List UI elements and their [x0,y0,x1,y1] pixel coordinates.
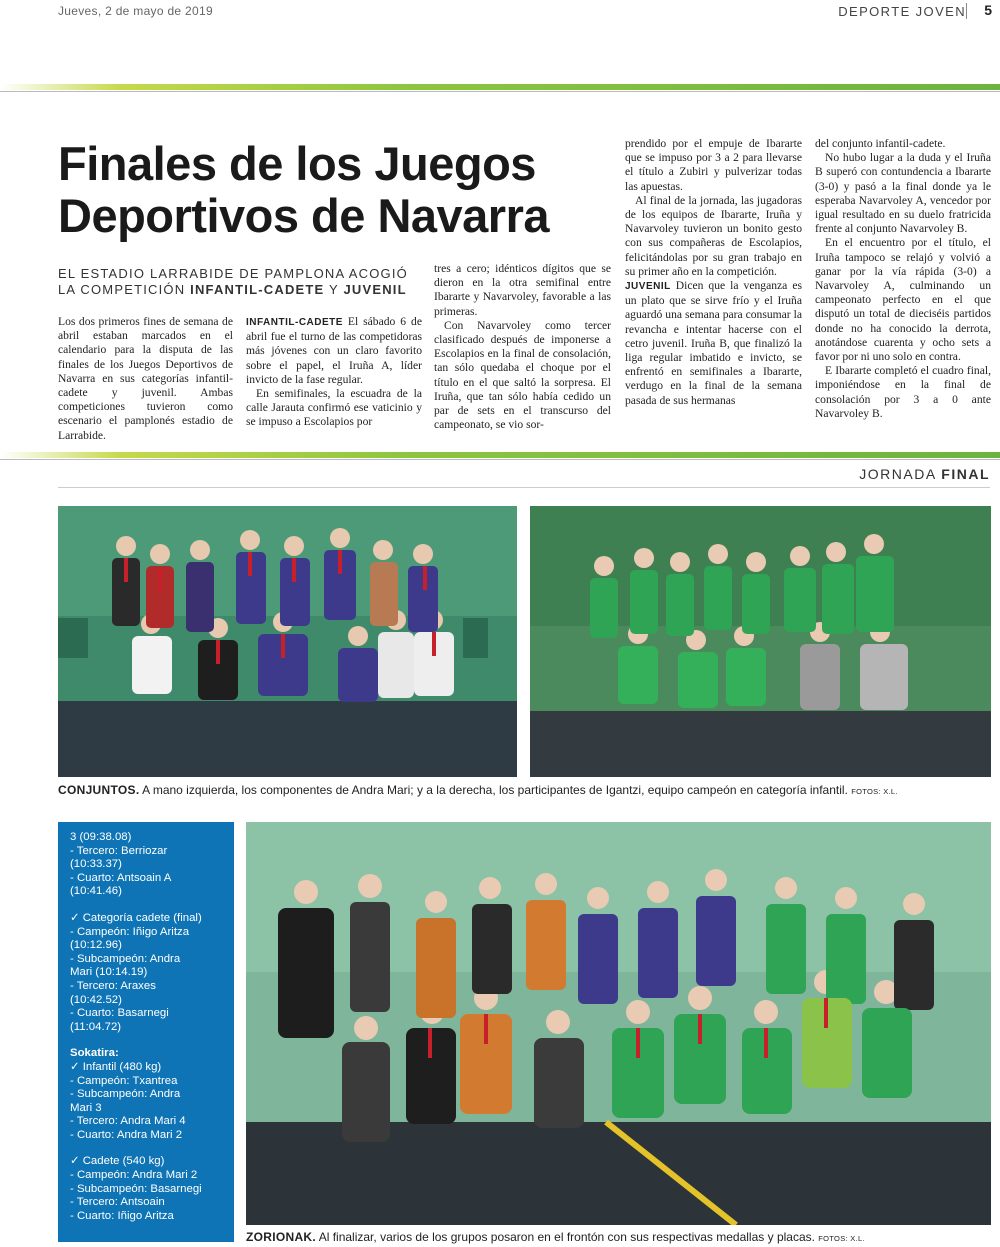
paragraph [625,279,802,408]
result-line: Mari 3 [70,1101,102,1114]
header-divider [966,3,967,19]
jornada-bold: FINAL [941,466,990,482]
result-line: - Tercero: Berriozar [70,844,168,857]
caption-text: A mano izquierda, los componentes de Andra Mari; y a la derecha, los participantes de Igantzi, equipo campeón en categoría infantil. [139,783,852,797]
kicker-infantil-cadete: INFANTIL-CADETE [246,317,343,328]
result-line: (11:04.72) [70,1020,122,1033]
article-subhead [58,266,428,298]
page-number: 5 [984,2,992,18]
photo-group-fronton [246,822,991,1225]
result-line: ✓ Cadete (540 kg) [70,1155,165,1168]
caption-zorionak [246,1230,991,1246]
gray-rule-top [0,91,1000,92]
result-line: - Cuarto: Antsoain A [70,871,172,884]
headline-line2: Deportivos de Navarra [58,189,550,242]
photo-andra-mari-team [58,506,517,777]
subhead-bold-juvenil: JUVENIL [343,282,407,297]
sokatira-heading: Sokatira: [70,1047,119,1060]
result-line: (10:42.52) [70,993,122,1006]
caption-label: ZORIONAK. [246,1230,317,1244]
result-line: (10:41.46) [70,885,122,898]
paragraph-text: Dicen que la venganza es un plato que se sirve frío y el Iruña aguardó una semana para consumar la revancha e intentar hacerse con el cetro juvenil. Iruña B, que finalizó la liga regular imbatido e invicto, se enfrentó en semifinales a Ibararte, verdugo en la final de la semana pasada de sus hermanas [625,279,802,407]
paragraph: Al final de la jornada, las jugadoras de los equipos de Ibararte, Iruña y Navarvoley tuvieron un bonito gesto con sus compañeras de Escolapios, felicitándolas por su gran trabajo en su primer año en la competición. [625,193,802,278]
subhead-text: EL ESTADIO LARRABIDE DE PAMPLONA ACOGIÓ LA COMPETICIÓN [58,266,408,297]
spacer [70,1034,224,1047]
body-column-2 [246,315,422,430]
result-line: - Cuarto: Iñigo Aritza [70,1209,174,1222]
result-line: - Campeón: Txantrea [70,1074,178,1087]
result-line: Mari (10:14.19) [70,966,148,979]
result-line: (10:33.37) [70,858,122,871]
paragraph: prendido por el empuje de Ibararte que se impuso por 3 a 2 para llevarse el título a Zubiri y pulverizar todas las apuestas. [625,137,802,193]
paragraph: del conjunto infantil-cadete. [815,137,946,150]
paragraph: No hubo lugar a la duda y el Iruña B superó con contundencia a Ibararte (3-0) y pasó a la final donde ya le esperaba Navarvoley A, vencedor por igual resultado en su duelo fratricida frente al conjunto Navarvoley B. [815,151,991,236]
body-column-3 [434,262,611,432]
result-line: - Cuarto: Basarnegi [70,1007,169,1020]
paragraph: tres a cero; idénticos dígitos que se dieron en la otra semifinal entre Ibararte y Navarvoley, favorable a las primeras. [434,262,611,318]
body-column-4 [625,137,802,408]
result-line: - Campeón: Andra Mari 2 [70,1169,198,1182]
result-line: (10:12.96) [70,939,122,952]
paragraph: E Ibararte completó el cuadro final, imponiéndose en la final de consolación por 3 a 0 ante Navarvoley B. [815,364,991,420]
photo-credit: FOTOS: X.L. [851,787,898,796]
result-line: - Tercero: Araxes [70,979,156,992]
result-line: ✓ Infantil (480 kg) [70,1060,162,1073]
paragraph: Los dos primeros fines de semana de abril estaban marcados en el calendario para la disputa de las finales de los Juegos Deportivos de Navarra en sus categorías infantil-cadete y juvenil. Ambas competiciones tuvieron como escenario el pamplonés estadio de Larrabide. [58,315,233,442]
result-line: - Subcampeón: Andra [70,1088,181,1101]
photo-credit: FOTOS: X.L. [818,1234,865,1243]
paragraph: En el encuentro por el título, el Iruña tampoco se relajó y volvió a ganar por la vía rápida (3-0) a Navarvoley A, culminando un campeonato perfecto en el que disputó un total de dieciséis partidos donde no ha conocido la derrota, anotándose cuarenta y ocho sets a favor por ni uno solo en contra. [815,236,991,364]
spacer [70,1142,224,1155]
subhead-text-and: Y [324,282,344,297]
edition-date: Jueves, 2 de mayo de 2019 [58,4,213,18]
result-line: - Campeón: Iñigo Aritza [70,925,190,938]
jornada-rule [58,487,990,488]
headline-bold: Finales [58,137,217,190]
article-headline [58,138,618,242]
result-line: - Cuarto: Andra Mari 2 [70,1128,183,1141]
paragraph [246,315,422,387]
subhead-bold-infantil: INFANTIL-CADETE [190,282,325,297]
jornada-label [859,466,990,482]
result-line: 3 (09:38.08) [70,831,132,843]
body-column-1 [58,315,233,443]
section-name: DEPORTE JOVEN [838,4,966,19]
result-line: - Tercero: Antsoain [70,1196,165,1209]
paragraph: En semifinales, la escuadra de la calle Jarauta confirmó ese vaticinio y se impuso a Escolapios por [246,387,422,429]
green-rule-middle [0,452,1000,458]
jornada-text: JORNADA [859,466,942,482]
caption-text: Al finalizar, varios de los grupos posaron en el frontón con sus respectivas medallas y placas. [316,1230,819,1244]
results-sidebar [58,822,234,1242]
spacer [70,899,224,912]
gray-rule-middle [0,459,1000,460]
body-column-5 [815,137,991,421]
result-line: - Subcampeón: Andra [70,952,181,965]
result-line: ✓ Categoría cadete (final) [70,911,202,924]
headline-rest: de los Juegos [216,137,536,190]
paragraph-text: El sábado 6 de abril fue el turno de las competidoras más jóvenes con un claro favorito sobre el papel, el Iruña A, líder invicto de la fase regular. [246,315,422,386]
kicker-juvenil: JUVENIL [625,281,671,293]
photo-igantzi-team [530,506,991,777]
green-rule-top [0,84,1000,90]
caption-conjuntos [58,783,993,799]
result-line: - Subcampeón: Basarnegi [70,1182,202,1195]
caption-label: CONJUNTOS. [58,783,140,797]
result-line: - Tercero: Andra Mari 4 [70,1115,186,1128]
paragraph: Con Navarvoley como tercer clasificado después de imponerse a Escolapios en la final de consolación, tan sólo quedaba el choque por el título en el que saltó la sorpresa. El Iruña, que tan sólo había cedido un par de sets en el transcurso del campeonato, se vio sor- [434,318,611,432]
